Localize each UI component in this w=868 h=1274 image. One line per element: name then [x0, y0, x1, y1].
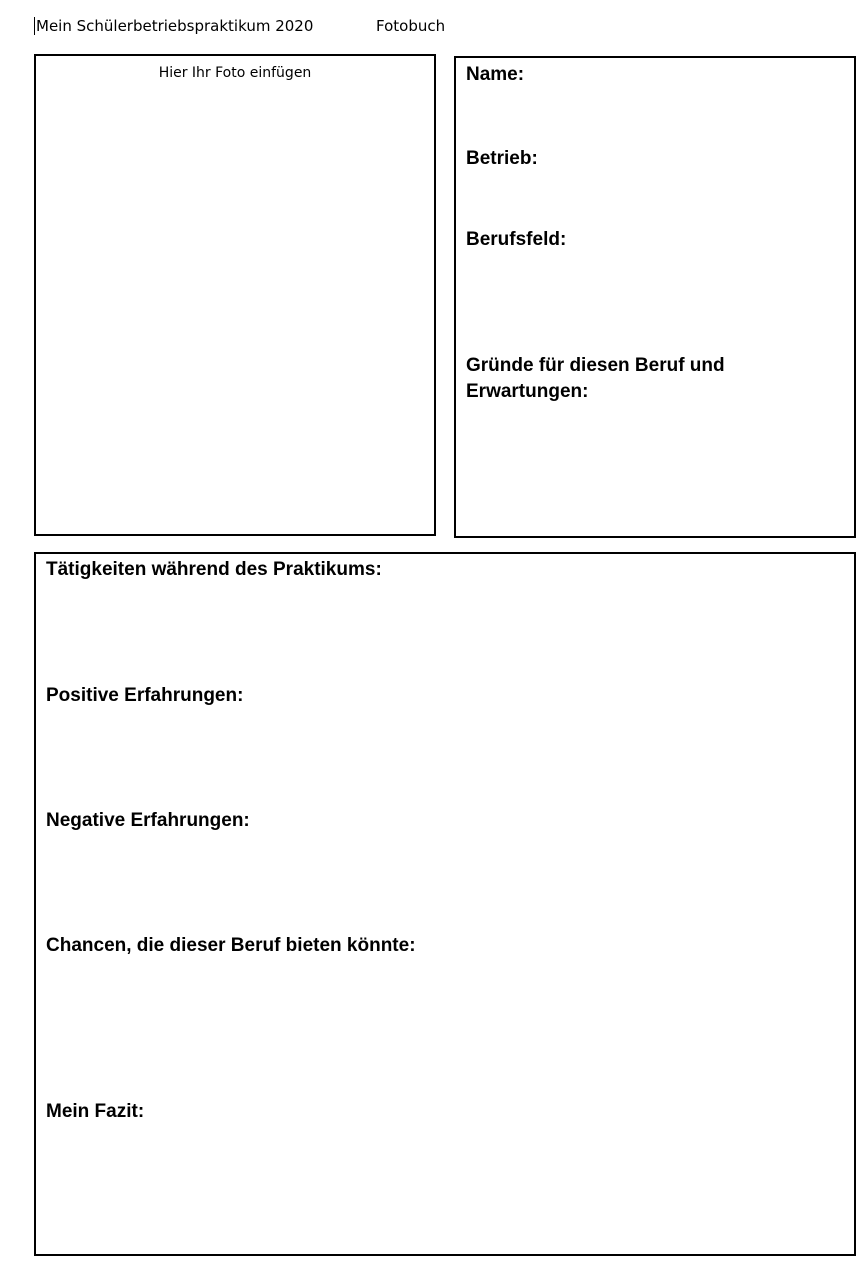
- berufsfeld-label: Berufsfeld:: [466, 229, 567, 250]
- betrieb-label: Betrieb:: [466, 148, 538, 169]
- positive-erfahrungen-label: Positive Erfahrungen:: [46, 685, 244, 706]
- fazit-label: Mein Fazit:: [46, 1101, 145, 1122]
- name-label: Name:: [466, 64, 525, 85]
- header-subtitle: Fotobuch: [376, 17, 446, 35]
- photo-placeholder-box[interactable]: [34, 54, 436, 536]
- gruende-label: Gründe für diesen Beruf und Erwartungen:: [466, 355, 725, 402]
- header-title: Mein Schülerbetriebspraktikum 2020: [36, 17, 314, 35]
- chancen-label: Chancen, die dieser Beruf bieten könnte:: [46, 935, 416, 956]
- text-cursor: [34, 17, 35, 35]
- photo-insert-hint: Hier Ihr Foto einfügen: [158, 65, 312, 81]
- reflection-box[interactable]: [34, 552, 856, 1256]
- negative-erfahrungen-label: Negative Erfahrungen:: [46, 810, 250, 831]
- taetigkeiten-label: Tätigkeiten während des Praktikums:: [46, 559, 382, 580]
- info-box[interactable]: [454, 56, 856, 538]
